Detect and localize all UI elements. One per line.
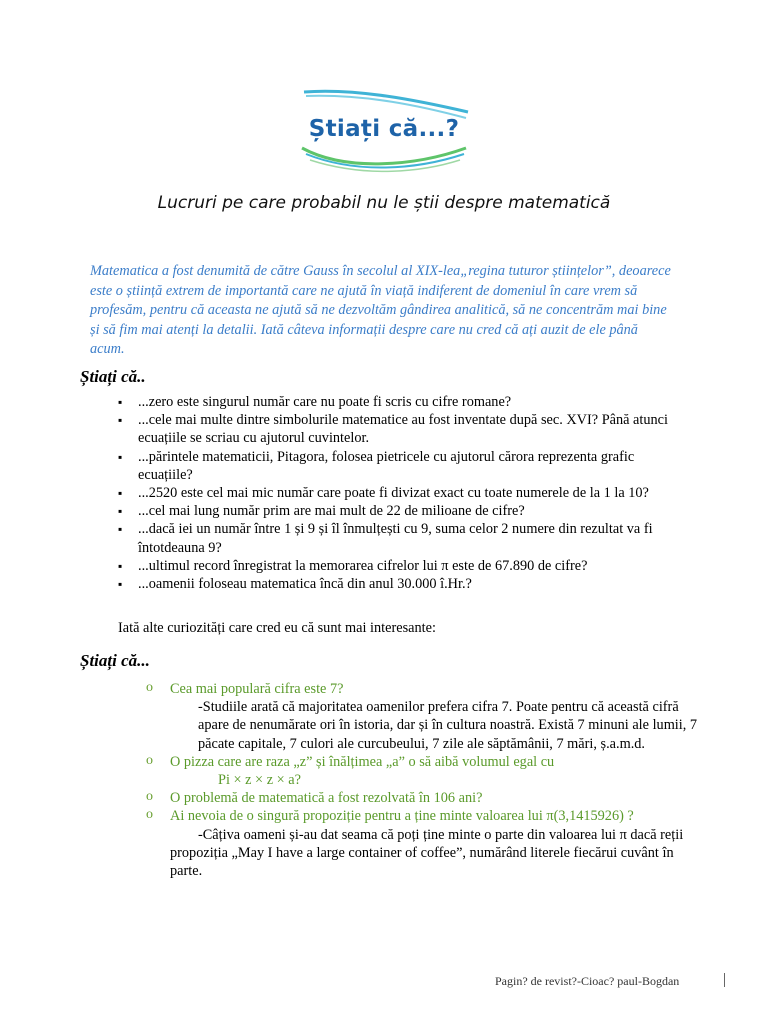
list-item: ▪ ...zero este singurul număr care nu poate fi scris cu cifre romane? (118, 393, 688, 411)
intro-paragraph: Matematica a fost denumită de către Gauss în secolul al XIX-lea„regina tuturor științelor”, deoarece este o știință extrem de importantă care ne ajută în viață indiferent de domeniul în care vrem să profesăm, pentru că aceasta ne ajută să ne dezvoltăm gândirea analitică, să ne concentrăm mai bine și să fim mai atenți la detalii. Iată câteva informații despre care nu cred că ați auzit de ele până acum. (90, 263, 671, 357)
list-item (146, 789, 706, 807)
list-item: ▪ ...cele mai multe dintre simbolurile matematice au fost inventate după sec. XVI? Până atunci ecuațiile se scriau cu ajutorul cuvintelor. (118, 411, 688, 447)
question-text: O pizza care are raza „z” și înălțimea „a” o să aibă volumul egal cu (170, 753, 555, 770)
list-item: ▪ ...ultimul record înregistrat la memorarea cifrelor lui π este de 67.890 de cifre? (118, 557, 688, 575)
answer-text: -Studiile arată că majoritatea oamenilor prefera cifra 7. Poate pentru că această cifră apare de nenumărate ori în istoria, dar și în cultura noastră. Există 7 minuni ale lumii, 7 păcate capitale, 7 culori ale curcubeului, 7 zile ale săptămânii, 7 mări, ș.a.m.d. (198, 699, 698, 752)
list-item: ▪ ...oamenii foloseau matematica încă din anul 30.000 î.Hr.? (118, 575, 688, 593)
list-item (146, 753, 706, 789)
formula-text: Pi × z × z × a? (218, 772, 301, 789)
question-text: Ai nevoia de o singură propoziție pentru a ține minte valoarea lui π(3,1415926) ? (170, 808, 634, 825)
list-item (146, 680, 706, 753)
list-item: ▪ ...2520 este cel mai mic număr care poate fi divizat exact cu toate numerele de la 1 la 10? (118, 484, 688, 502)
question-text: O problemă de matematică a fost rezolvată în 106 ani? (170, 790, 483, 807)
section-heading-2: Știați că... (80, 651, 150, 670)
facts-list (118, 393, 688, 593)
question-text: Cea mai populară cifra este 7? (170, 681, 344, 697)
page-footer: Pagin? de revist?-Cioac? paul-Bogdan (495, 974, 680, 988)
logo (296, 86, 472, 176)
curiosities-list (146, 680, 706, 880)
footer-divider (724, 973, 725, 987)
list-item: ▪ ...părintele matematicii, Pitagora, folosea pietricele cu ajutorul cărora reprezenta grafic ecuațiile? (118, 448, 688, 484)
page-subtitle: Lucruri pe care probabil nu le știi despre matematică (157, 193, 611, 213)
list-item: ▪ ...cel mai lung număr prim are mai mult de 22 de milioane de cifre? (118, 502, 688, 520)
answer-text: -Câțiva oameni și-au dat seama că poți ține minte o parte din valoarea lui π dacă reții propoziția „May I have a large container of coffee”, numărând literele fiecărui cuvânt în parte. (170, 826, 684, 880)
logo-title: Știați că...? (308, 116, 460, 142)
transition-text: Iată alte curiozități care cred eu că sunt mai interesante: (118, 620, 436, 636)
section-heading-1: Știați că.. (80, 367, 146, 386)
list-item (146, 807, 706, 880)
list-item: ▪ ...dacă iei un număr între 1 și 9 și îl înmulțești cu 9, suma celor 2 numere din rezultat va fi întotdeauna 9? (118, 520, 688, 556)
